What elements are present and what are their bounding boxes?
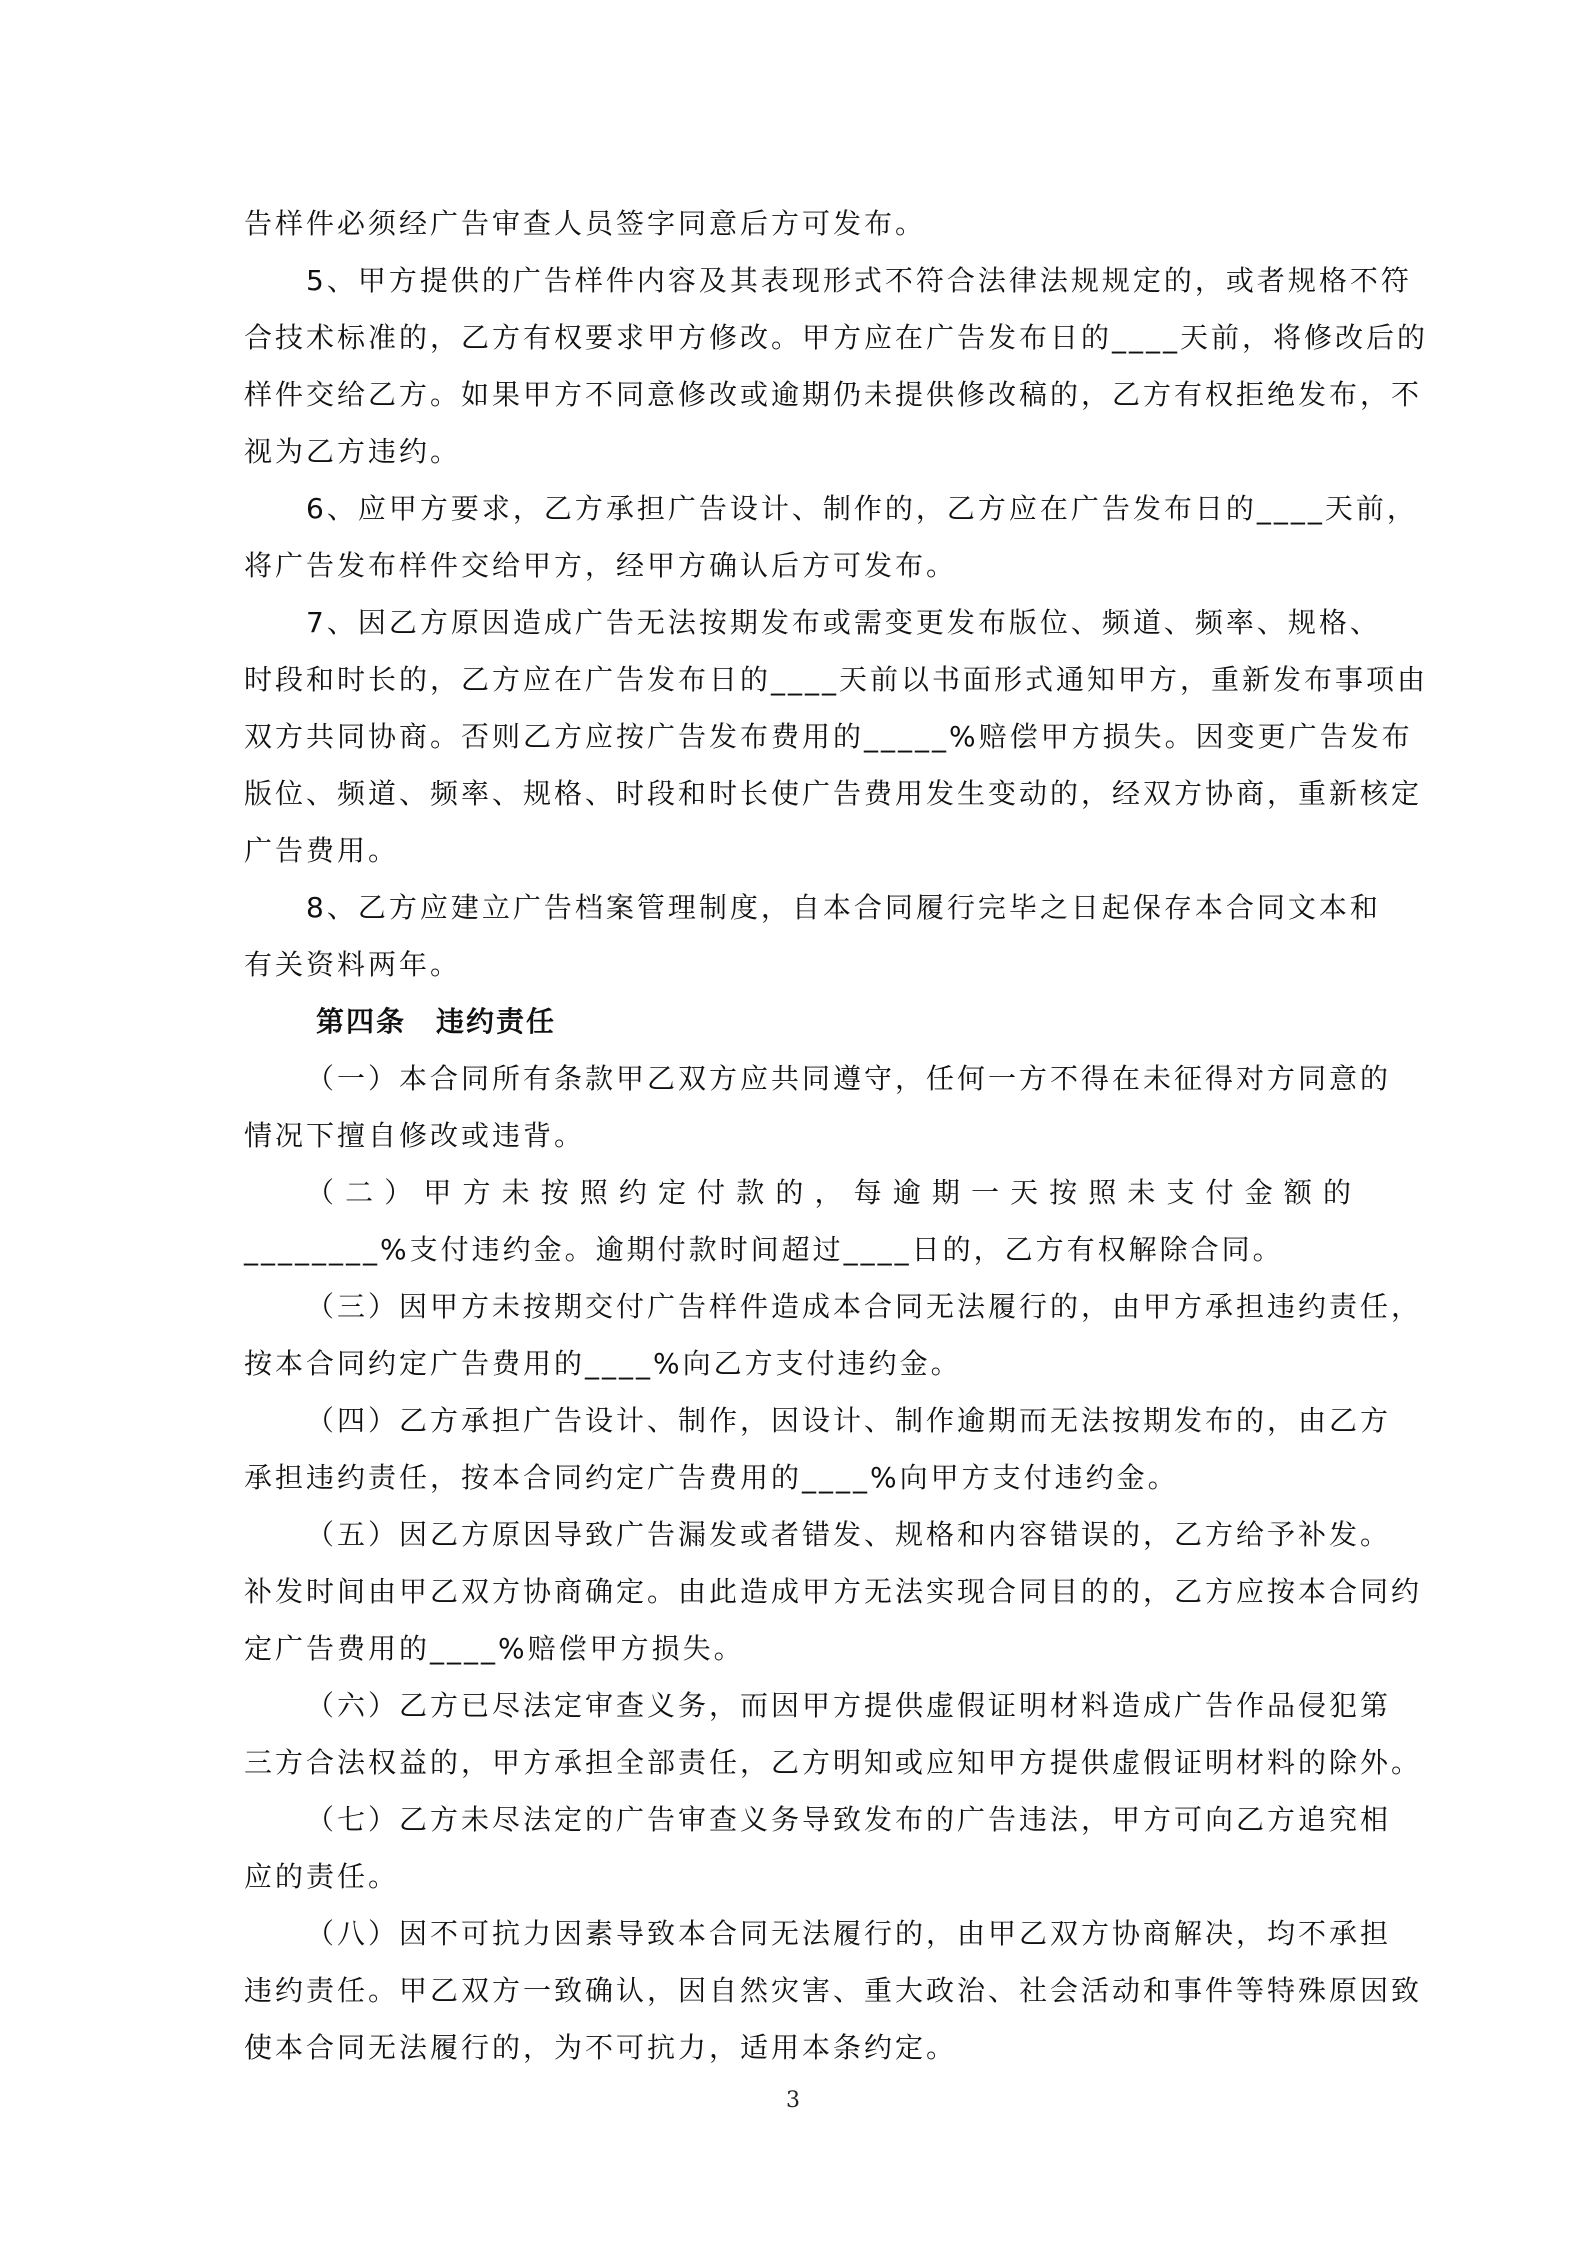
text-line: 承担违约责任，按本合同约定广告费用的____%向甲方支付违约金。 bbox=[244, 1461, 1179, 1494]
text-line: 定广告费用的____%赔偿甲方损失。 bbox=[244, 1632, 745, 1665]
text-line: （八）因不可抗力因素导致本合同无法履行的，由甲乙双方协商解决，均不承担 bbox=[306, 1917, 1392, 1950]
document-page bbox=[244, 195, 1429, 2076]
text-line: ________%支付违约金。逾期付款时间超过____日的，乙方有权解除合同。 bbox=[244, 1233, 1284, 1266]
text-line: 版位、频道、频率、规格、时段和时长使广告费用发生变动的，经双方协商，重新核定 bbox=[244, 777, 1423, 810]
page-number: 3 bbox=[786, 2088, 800, 2113]
text-line: （二）甲方未按照约定付款的，每逾期一天按照未支付金额的 bbox=[306, 1176, 1354, 1209]
text-line: 应的责任。 bbox=[244, 1860, 400, 1893]
text-line: 将广告发布样件交给甲方，经甲方确认后方可发布。 bbox=[244, 549, 958, 582]
text-line: 补发时间由甲乙双方协商确定。由此造成甲方无法实现合同目的的，乙方应按本合同约 bbox=[244, 1575, 1423, 1608]
text-line: （七）乙方未尽法定的广告审查义务导致发布的广告违法，甲方可向乙方追究相 bbox=[306, 1803, 1392, 1836]
text-line: 时段和时长的，乙方应在广告发布日的____天前以书面形式通知甲方，重新发布事项由 bbox=[244, 663, 1429, 696]
text-line: 合技术标准的，乙方有权要求甲方修改。甲方应在广告发布日的____天前，将修改后的 bbox=[244, 321, 1429, 354]
text-line: 情况下擅自修改或违背。 bbox=[244, 1119, 586, 1152]
text-line: 5、甲方提供的广告样件内容及其表现形式不符合法律法规规定的，或者规格不符 bbox=[306, 264, 1412, 297]
text-line: 广告费用。 bbox=[244, 834, 400, 867]
text-line: 三方合法权益的，甲方承担全部责任，乙方明知或应知甲方提供虚假证明材料的除外。 bbox=[244, 1746, 1423, 1779]
section-heading: 第四条 违约责任 bbox=[316, 1005, 557, 1038]
text-line: 8、乙方应建立广告档案管理制度，自本合同履行完毕之日起保存本合同文本和 bbox=[306, 891, 1381, 924]
text-line: 双方共同协商。否则乙方应按广告发布费用的_____%赔偿甲方损失。因变更广告发布 bbox=[244, 720, 1413, 753]
text-line: 使本合同无法履行的，为不可抗力，适用本条约定。 bbox=[244, 2031, 958, 2064]
text-line: （三）因甲方未按期交付广告样件造成本合同无法履行的，由甲方承担违约责任， bbox=[306, 1290, 1423, 1323]
text-line: （六）乙方已尽法定审查义务，而因甲方提供虚假证明材料造成广告作品侵犯第 bbox=[306, 1689, 1392, 1722]
text-line: （一）本合同所有条款甲乙双方应共同遵守，任何一方不得在未征得对方同意的 bbox=[306, 1062, 1392, 1095]
text-line: （四）乙方承担广告设计、制作，因设计、制作逾期而无法按期发布的，由乙方 bbox=[306, 1404, 1392, 1437]
text-line: （五）因乙方原因导致广告漏发或者错发、规格和内容错误的，乙方给予补发。 bbox=[306, 1518, 1392, 1551]
text-line: 视为乙方违约。 bbox=[244, 435, 462, 468]
text-line: 有关资料两年。 bbox=[244, 948, 462, 981]
text-line: 7、因乙方原因造成广告无法按期发布或需变更发布版位、频道、频率、规格、 bbox=[306, 606, 1381, 639]
text-line: 按本合同约定广告费用的____%向乙方支付违约金。 bbox=[244, 1347, 962, 1380]
text-line: 告样件必须经广告审查人员签字同意后方可发布。 bbox=[244, 207, 927, 240]
text-line: 6、应甲方要求，乙方承担广告设计、制作的，乙方应在广告发布日的____天前， bbox=[306, 492, 1418, 525]
text-line: 样件交给乙方。如果甲方不同意修改或逾期仍未提供修改稿的，乙方有权拒绝发布，不 bbox=[244, 378, 1423, 411]
text-line: 违约责任。甲乙双方一致确认，因自然灾害、重大政治、社会活动和事件等特殊原因致 bbox=[244, 1974, 1423, 2007]
